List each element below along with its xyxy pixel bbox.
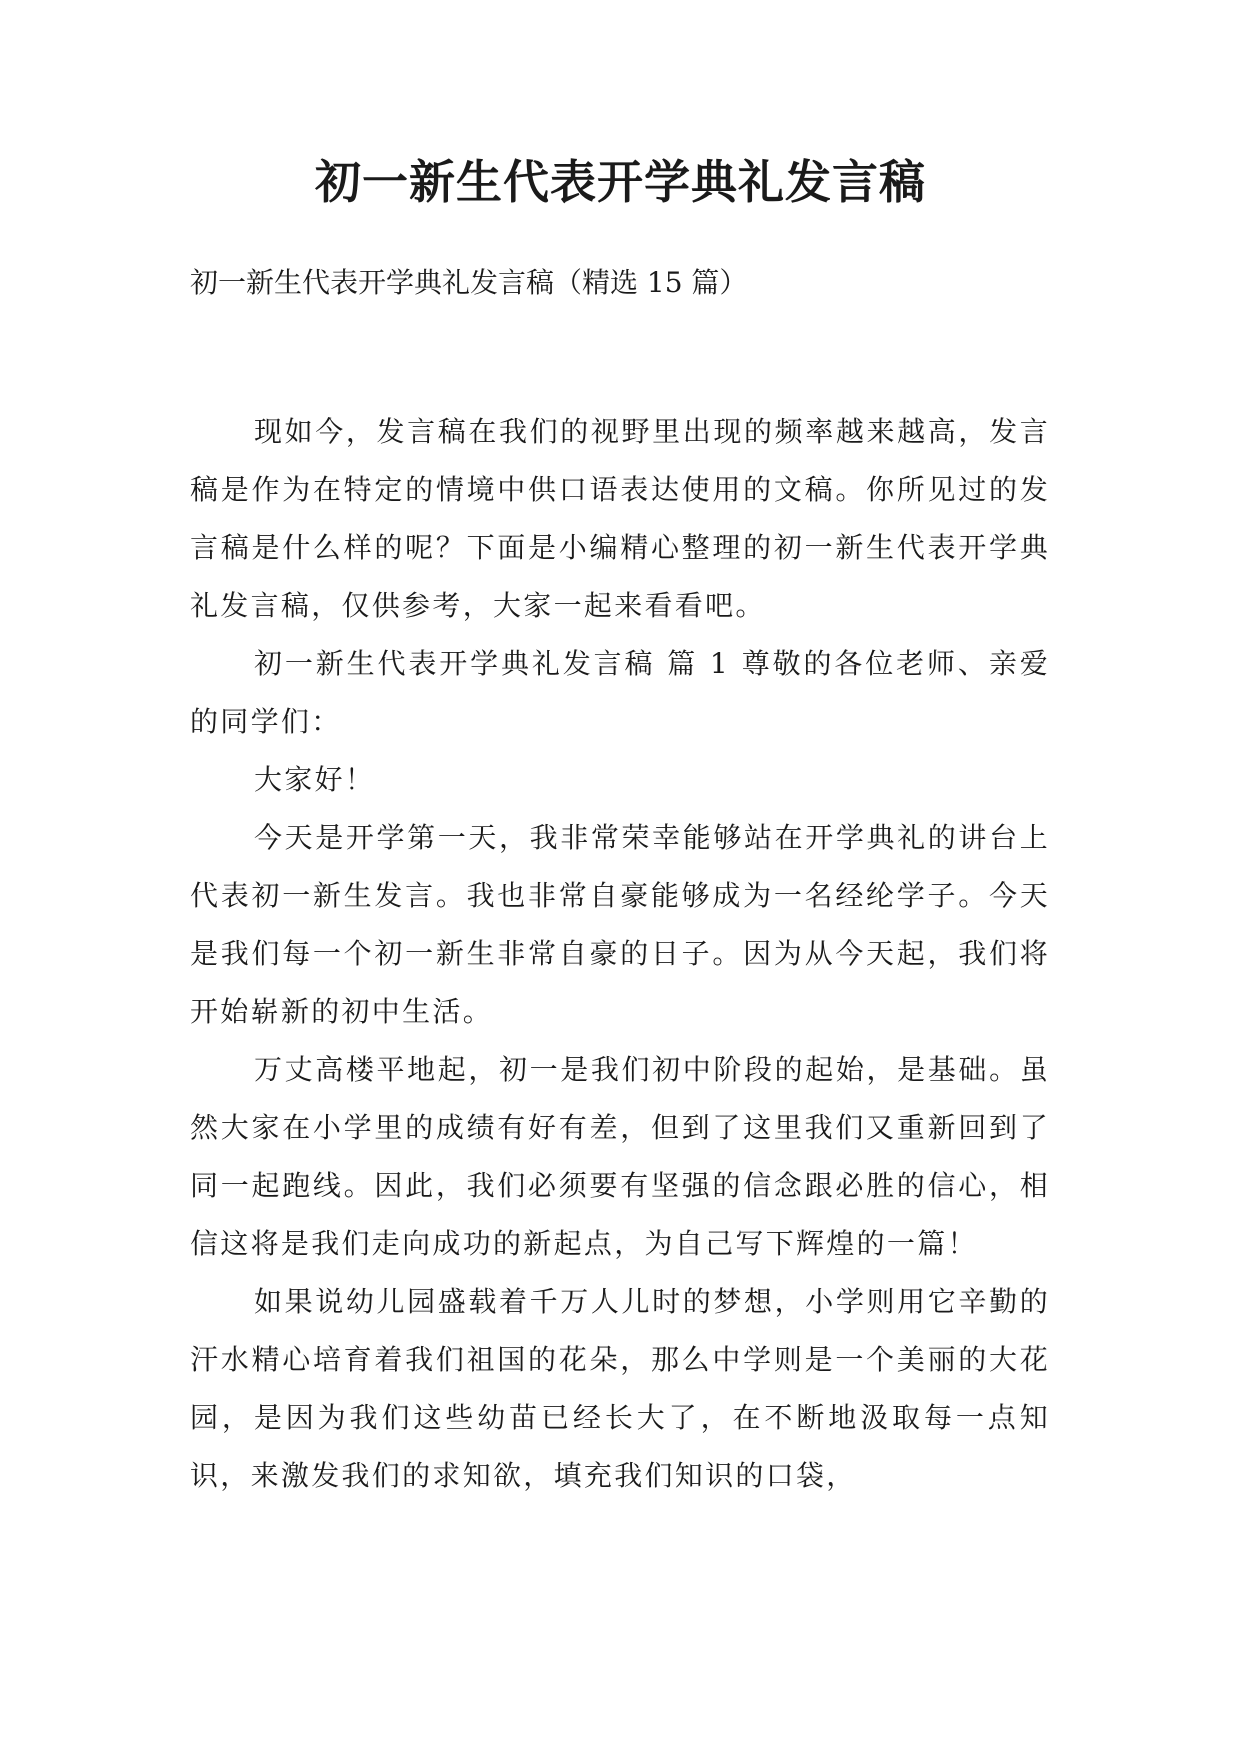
- paragraph-garden: 如果说幼儿园盛载着千万人儿时的梦想，小学则用它辛勤的汗水精心培育着我们祖国的花朵，那么中学则是一个美丽的大花园，是因为我们这些幼苗已经长大了，在不断地汲取每一点知识，来激发我们的求知欲，填充我们知识的口袋，: [190, 1285, 1050, 1492]
- document-title: 初一新生代表开学典礼发言稿: [315, 155, 926, 209]
- paragraph-first-day: 今天是开学第一天，我非常荣幸能够站在开学典礼的讲台上代表初一新生发言。我也非常自豪能够成为一名经纶学子。今天是我们每一个初一新生非常自豪的日子。因为从今天起，我们将开始崭新的初中生活。: [190, 821, 1050, 1028]
- paragraph-intro: 现如今，发言稿在我们的视野里出现的频率越来越高，发言稿是作为在特定的情境中供口语表达使用的文稿。你所见过的发言稿是什么样的呢？下面是小编精心整理的初一新生代表开学典礼发言稿，仅供参考，大家一起来看看吧。: [190, 415, 1050, 622]
- document-subtitle: 初一新生代表开学典礼发言稿（精选 15 篇）: [190, 266, 748, 299]
- paragraph-hello: 大家好！: [254, 763, 376, 796]
- document-body: [190, 403, 1050, 1505]
- paragraph-foundation: 万丈高楼平地起，初一是我们初中阶段的起始，是基础。虽然大家在小学里的成绩有好有差，但到了这里我们又重新回到了同一起跑线。因此，我们必须要有坚强的信念跟必胜的信心，相信这将是我们走向成功的新起点，为自己写下辉煌的一篇！: [190, 1053, 1050, 1260]
- paragraph-greeting-heading: 初一新生代表开学典礼发言稿 篇 1 尊敬的各位老师、亲爱的同学们：: [190, 647, 1050, 738]
